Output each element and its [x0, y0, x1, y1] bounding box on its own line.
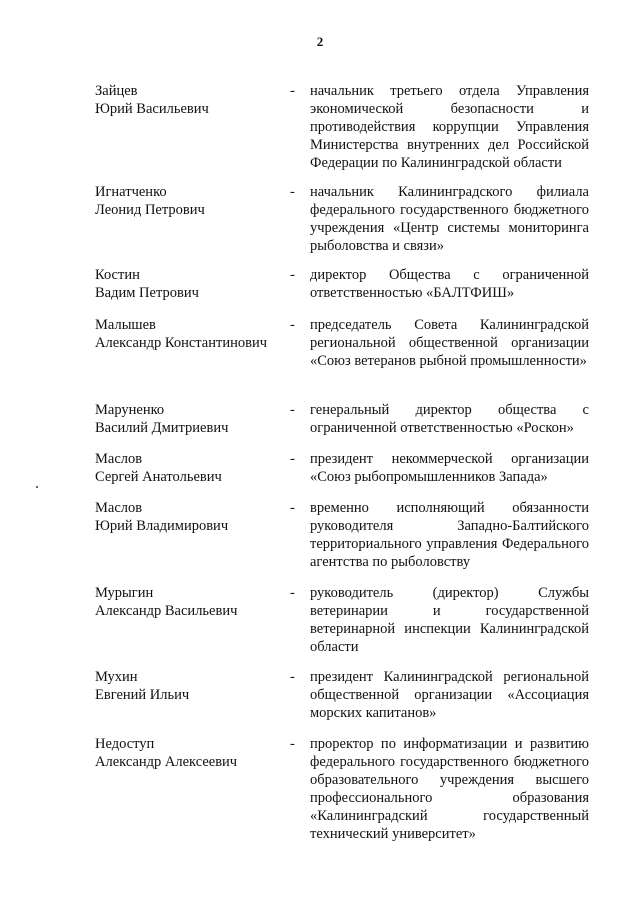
member-position: президент некоммерческой организации «Союз рыбопромышленников Запада» — [310, 451, 589, 485]
scan-speck — [36, 486, 38, 488]
member-name — [95, 735, 285, 771]
member-surname: Малышев — [95, 317, 156, 333]
member-name — [95, 450, 285, 486]
dash-separator: - — [290, 736, 295, 752]
member-name — [95, 668, 285, 704]
member-surname: Костин — [95, 267, 140, 283]
dash-separator: - — [290, 402, 295, 418]
member-name — [95, 316, 285, 352]
member-position: начальник Калининградского филиала федерального государственного бюджетного учреждения «Центр системы мониторинга рыболовства и связи» — [310, 184, 589, 254]
member-position: руководитель (директор) Службы ветеринарии и государственной ветеринарной инспекции Калининградской области — [310, 585, 589, 655]
dash-separator: - — [290, 669, 295, 685]
member-given-name: Александр Васильевич — [95, 603, 238, 619]
member-name — [95, 266, 285, 302]
member-surname: Недоступ — [95, 736, 155, 752]
member-position: председатель Совета Калининградской региональной общественной организации «Союз ветеранов рыбной промышленности» — [310, 317, 589, 369]
member-given-name: Василий Дмитриевич — [95, 420, 229, 436]
member-position: директор Общества с ограниченной ответственностью «БАЛТФИШ» — [310, 267, 589, 301]
dash-separator: - — [290, 451, 295, 467]
member-surname: Маруненко — [95, 402, 165, 418]
dash-separator: - — [290, 317, 295, 333]
member-given-name: Евгений Ильич — [95, 687, 190, 703]
member-surname: Маслов — [95, 500, 143, 516]
member-position: президент Калининградской региональной общественной организации «Ассоциация морских капитанов» — [310, 669, 589, 721]
member-given-name: Александр Алексеевич — [95, 754, 238, 770]
member-given-name: Юрий Васильевич — [95, 101, 209, 117]
member-given-name: Вадим Петрович — [95, 285, 199, 301]
member-name — [95, 183, 285, 219]
member-name — [95, 584, 285, 620]
member-surname: Мурыгин — [95, 585, 154, 601]
member-position: временно исполняющий обязанности руководителя Западно-Балтийского территориального управления Федерального агентства по рыболовству — [310, 500, 589, 570]
member-position: проректор по информатизации и развитию федерального государственного бюджетного образовательного учреждения высшего профессионального образования «Калининградский государственный технический университет» — [310, 736, 589, 842]
dash-separator: - — [290, 267, 295, 283]
member-given-name: Сергей Анатольевич — [95, 469, 222, 485]
member-name — [95, 82, 285, 118]
member-position: начальник третьего отдела Управления экономической безопасности и противодействия коррупции Управления Министерства внутренних дел Российской Федерации по Калининградской области — [310, 83, 589, 171]
member-name — [95, 401, 285, 437]
dash-separator: - — [290, 184, 295, 200]
member-given-name: Александр Константинович — [95, 335, 267, 351]
member-given-name: Леонид Петрович — [95, 202, 205, 218]
dash-separator: - — [290, 83, 295, 99]
dash-separator: - — [290, 585, 295, 601]
member-position: генеральный директор общества с ограниченной ответственностью «Роскон» — [310, 402, 589, 436]
dash-separator: - — [290, 500, 295, 516]
member-surname: Игнатченко — [95, 184, 167, 200]
page-number: 2 — [316, 34, 324, 49]
member-given-name: Юрий Владимирович — [95, 518, 229, 534]
member-surname: Мухин — [95, 669, 138, 685]
member-surname: Зайцев — [95, 83, 138, 99]
member-surname: Маслов — [95, 451, 143, 467]
member-name — [95, 499, 285, 535]
